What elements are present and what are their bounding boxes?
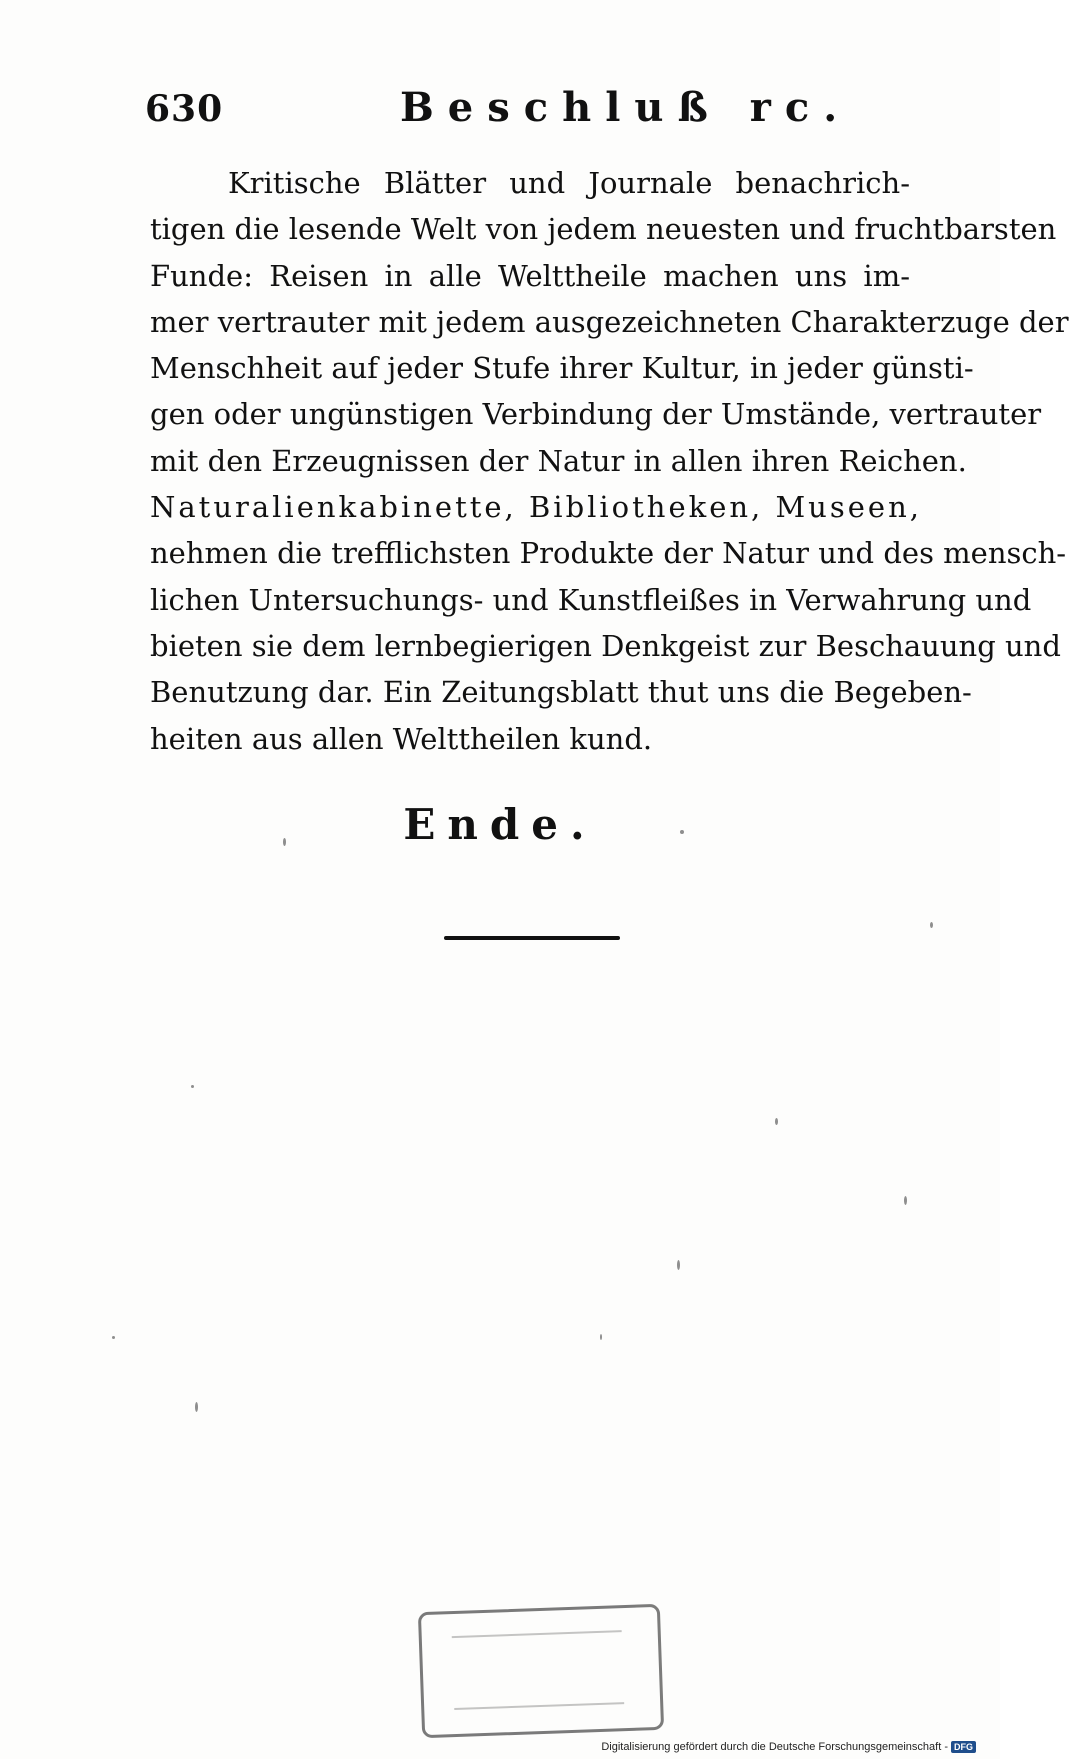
body-paragraph — [150, 160, 1069, 762]
digitization-credit: Digitalisierung gefördert durch die Deutsche Forschungsgemeinschaft - — [601, 1741, 948, 1753]
scan-speck — [112, 1336, 115, 1339]
text-line: gen oder ungünstigen Verbindung der Umstände, vertrauter — [150, 397, 1042, 432]
scan-speck — [904, 1196, 907, 1205]
dfg-logo-icon: DFG — [951, 1741, 976, 1753]
text-line: Menschheit auf jeder Stufe ihrer Kultur, in jeder günsti- — [150, 351, 974, 386]
text-line: Kritische Blätter und Journale benachrich- — [228, 166, 910, 200]
digitization-footer — [601, 1741, 976, 1753]
end-heading: Ende. — [403, 800, 597, 849]
text-line: nehmen die trefflichsten Produkte der Natur und des mensch- — [150, 536, 1067, 571]
text-line: Benutzung dar. Ein Zeitungsblatt thut uns die Begeben- — [150, 675, 972, 710]
scan-speck — [930, 922, 933, 928]
text-line: lichen Untersuchungs- und Kunstfleißes in Verwahrung und — [150, 582, 1032, 617]
scan-speck — [677, 1260, 680, 1270]
text-line: bieten sie dem lernbegierigen Denkgeist zur Beschauung und — [150, 628, 1061, 663]
scan-speck — [195, 1402, 198, 1412]
page-number: 630 — [145, 88, 224, 130]
library-stamp-inner — [452, 1630, 624, 1710]
running-head: Beschluß rc. — [400, 84, 852, 131]
library-stamp — [418, 1604, 664, 1738]
text-line: Naturalienkabinette, Bibliotheken, Museen, — [150, 490, 922, 525]
text-line: heiten aus allen Welttheilen kund. — [150, 721, 653, 756]
text-line: Funde: Reisen in alle Welttheile machen uns im- — [150, 258, 910, 293]
closing-rule — [444, 936, 620, 940]
scan-speck — [775, 1118, 778, 1125]
scan-speck — [600, 1334, 602, 1340]
text-line: tigen die lesende Welt von jedem neuesten und fruchtbarsten — [150, 212, 1057, 247]
scan-speck — [191, 1085, 194, 1088]
text-line: mit den Erzeugnissen der Natur in allen ihren Reichen. — [150, 443, 967, 478]
text-line: mer vertrauter mit jedem ausgezeichneten Charakterzuge der — [150, 304, 1069, 339]
